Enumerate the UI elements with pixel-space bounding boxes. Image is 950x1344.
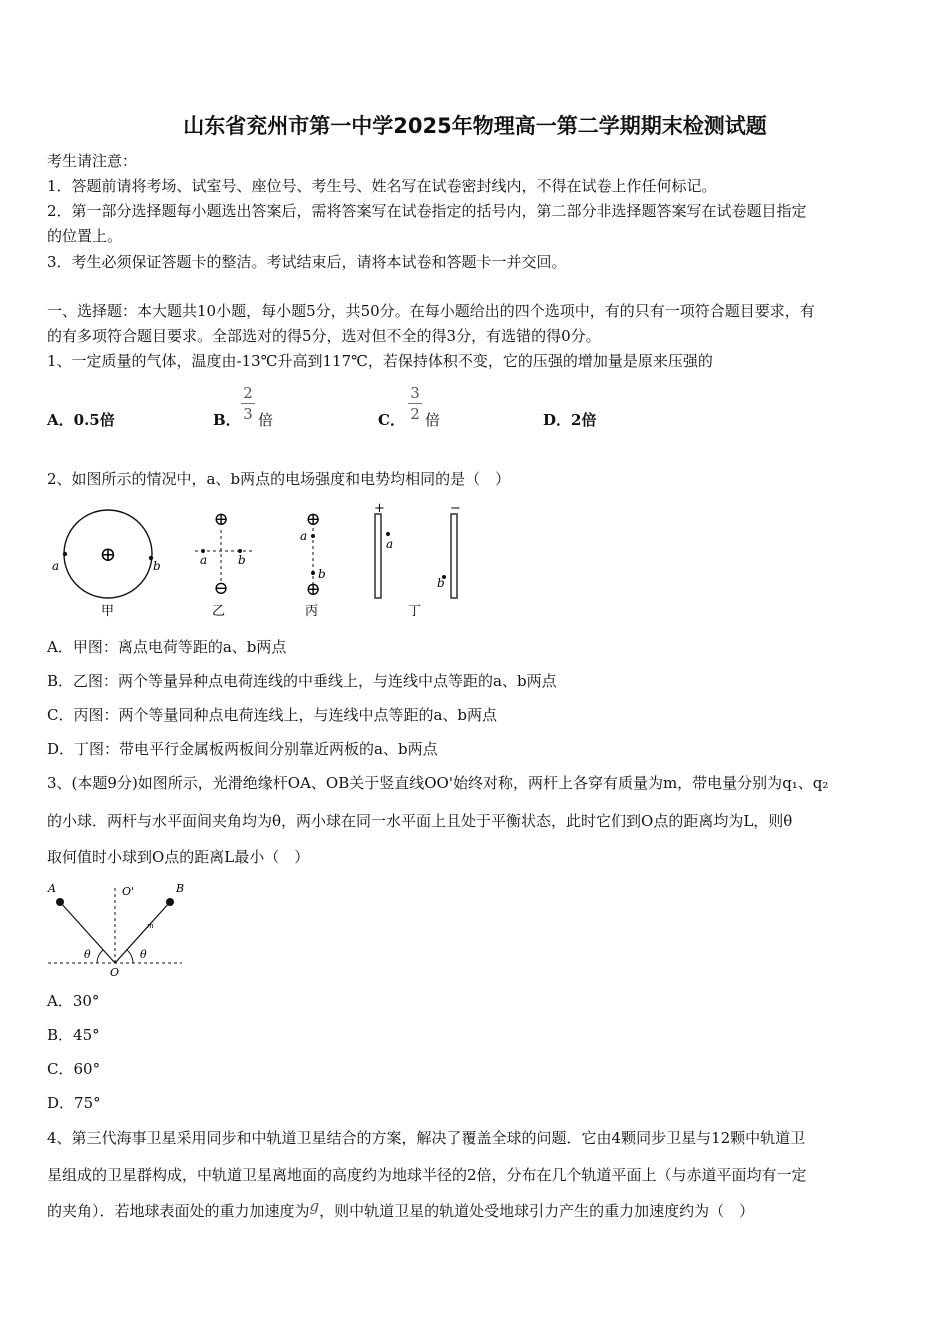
bing-point-a (311, 534, 315, 538)
question-4-line: 星组成的卫星群构成，中轨道卫星离地面的高度约为地球半径的2倍，分布在几个轨道平面上（与赤道平面均有一定 (47, 1166, 807, 1184)
yi-label-b: b (238, 553, 246, 567)
bing-label-a: a (300, 529, 308, 543)
q1-option-c: C． (378, 411, 405, 429)
q3-option-d: D．75° (47, 1094, 101, 1112)
q2-option-c: C．丙图：两个等量同种点电荷连线上，与连线中点等距的a、b两点 (47, 706, 498, 724)
yi-plus: ⊕ (213, 509, 229, 530)
question-2-stem: 2、如图所示的情况中，a、b两点的电场强度和电势均相同的是（ ） (47, 470, 511, 488)
yi-caption: 乙 (212, 604, 226, 619)
jia-label-b: b (153, 559, 161, 573)
ding-right-plate (451, 514, 457, 598)
q3-figure (0, 880, 950, 980)
ding-point-a (386, 532, 390, 536)
angle-arc-right (127, 950, 133, 963)
q1-option-b: B． (213, 411, 241, 429)
label-theta-right: θ (140, 948, 147, 961)
notice-item: 的位置上。 (47, 227, 123, 245)
jia-caption: 甲 (101, 604, 115, 619)
q1-option-b-suffix: 倍 (258, 411, 274, 429)
ball-B (166, 898, 174, 906)
jia-point-a (63, 552, 67, 556)
ball-A (56, 898, 64, 906)
q2-figure (0, 500, 950, 630)
q1-option-c-suffix: 倍 (425, 411, 441, 429)
notice-item: 1．答题前请将考场、试室号、座位号、考生号、姓名写在试卷密封线内，不得在试卷上作任何标记。 (47, 177, 717, 195)
ding-plus-sign: + (374, 501, 385, 516)
section-intro: 的有多项符合题目要求。全部选对的得5分，选对但不全的得3分，有选错的得0分。 (47, 327, 601, 345)
q1-option-d: D．2倍 (543, 411, 597, 429)
question-3-line: 的小球．两杆与水平面间夹角均为θ，两小球在同一水平面上且处于平衡状态，此时它们到O点的距离均为L，则θ (47, 812, 793, 830)
q1-option-a: A．0.5倍 (47, 411, 115, 429)
question-3-line: 取何值时小球到O点的距离L最小（ ） (47, 848, 310, 866)
label-O: O (110, 966, 120, 979)
q3-option-a: A．30° (47, 992, 100, 1010)
notice-header: 考生请注意： (47, 152, 138, 170)
notice-item: 2．第一部分选择题每小题选出答案后，需将答案写在试卷指定的括号内，第二部分非选择题答案写在试卷题目指定 (47, 202, 807, 220)
question-1-stem: 1、一定质量的气体，温度由-13℃升高到117℃，若保持体积不变，它的压强的增加量是原来压强的 (47, 352, 713, 370)
question-4-line: 4、第三代海事卫星采用同步和中轨道卫星结合的方案，解决了覆盖全球的问题．它由4颗同步卫星与12颗中轨道卫 (47, 1129, 806, 1147)
question-3-line: 3、(本题9分)如图所示，光滑绝缘杆OA、OB关于竖直线OO'始终对称，两杆上各穿有质量为m，带电量分别为q₁、q₂ (47, 774, 829, 792)
ding-label-a: a (386, 537, 394, 551)
label-O-prime: O' (122, 885, 135, 898)
ding-label-b: b (437, 576, 445, 590)
q3-option-c: C．60° (47, 1060, 101, 1078)
section-intro: 一、选择题：本大题共10小题，每小题5分，共50分。在每小题给出的四个选项中，有的只有一项符合题目要求，有 (47, 302, 815, 320)
label-A: A (48, 882, 56, 895)
question-4-line: 的夹角）．若地球表面处的重力加速度为g，则中轨道卫星的轨道处受地球引力产生的重力加速度约为（ ） (47, 1197, 755, 1220)
g-symbol: g (309, 1197, 320, 1215)
ding-caption: 丁 (408, 604, 422, 619)
ding-left-plate (375, 514, 381, 598)
q1-option-b-fraction: 2 3 (241, 385, 255, 422)
q3-option-b: B．45° (47, 1026, 100, 1044)
bing-plus-top: ⊕ (305, 509, 321, 530)
label-m: m (147, 922, 154, 930)
angle-arc-left (97, 950, 103, 963)
bing-plus-bottom: ⊕ (305, 579, 321, 600)
yi-minus: ⊖ (213, 578, 229, 599)
q2-option-b: B．乙图：两个等量异种点电荷连线的中垂线上，与连线中点等距的a、b两点 (47, 672, 557, 690)
bing-caption: 丙 (305, 604, 319, 619)
notice-item: 3．考生必须保证答题卡的整洁。考试结束后，请将本试卷和答题卡一并交回。 (47, 253, 567, 271)
jia-charge: ⊕ (99, 542, 117, 566)
jia-label-a: a (52, 559, 60, 573)
q2-option-d: D．丁图：带电平行金属板两板间分别靠近两板的a、b两点 (47, 740, 438, 758)
label-theta-left: θ (84, 948, 91, 961)
yi-label-a: a (200, 553, 208, 567)
page-title: 山东省兖州市第一中学2025年物理高一第二学期期末检测试题 (183, 114, 767, 138)
q1-option-c-fraction: 3 2 (408, 385, 422, 422)
bing-point-b (311, 571, 315, 575)
bing-label-b: b (318, 567, 326, 581)
q2-option-a: A．甲图：离点电荷等距的a、b两点 (47, 638, 287, 656)
ding-minus-sign: − (450, 501, 461, 516)
label-B: B (176, 882, 185, 895)
